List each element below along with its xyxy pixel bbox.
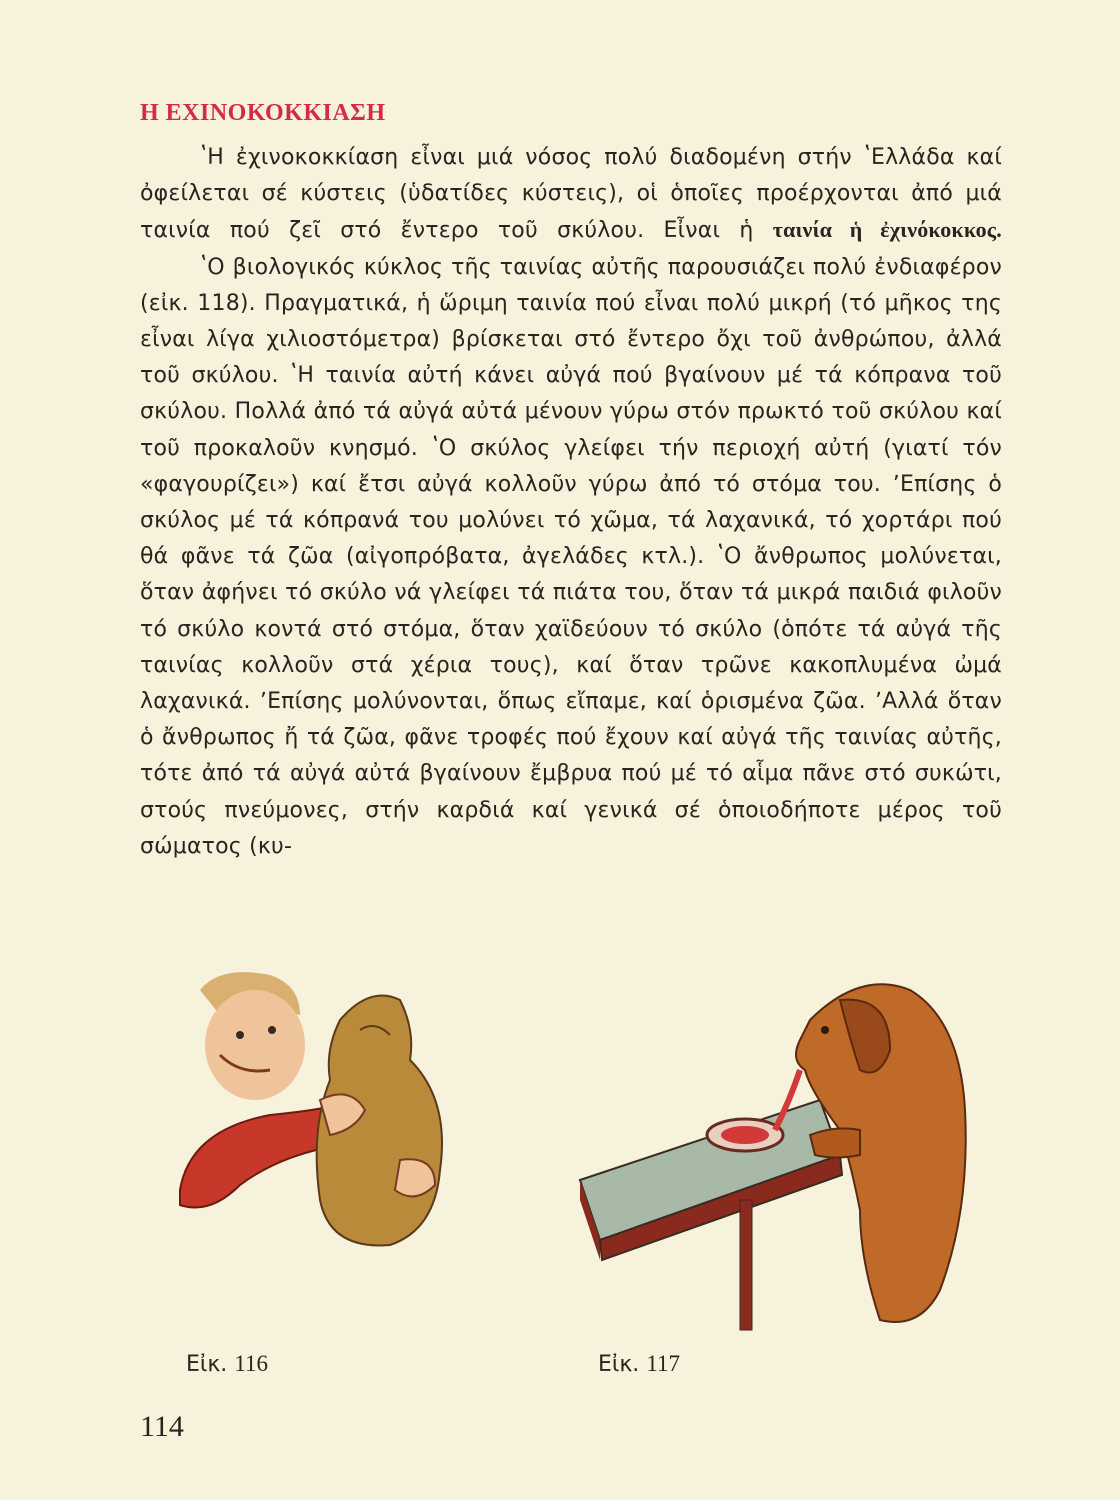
figure-117-illustration xyxy=(560,960,980,1340)
bold-term: ταινία ἡ ἐχινόκοκκος. xyxy=(772,217,1002,243)
caption-prefix: Εἰκ. xyxy=(598,1352,640,1377)
caption-figure-116 xyxy=(186,1351,268,1377)
paragraph-1-text: ʽΗ ἐχινοκοκκίαση εἶναι μιά νόσος πολύ διαδομένη στήν ʽΕλλάδα καί ὀφείλεται σέ κύστεις (ὑδατίδες κύστεις), οἱ ὁποῖες προέρχονται ἀπό μιά ταινία πού ζεῖ στό ἔντερο τοῦ σκύλου. Εἶναι ἡ xyxy=(140,145,1002,244)
caption-number: 116 xyxy=(234,1351,268,1376)
boy-face xyxy=(205,990,305,1100)
caption-prefix: Εἰκ. xyxy=(186,1352,228,1377)
boy-hand-lower xyxy=(395,1159,435,1196)
dog-paw xyxy=(810,1128,860,1157)
page-number: 114 xyxy=(140,1410,184,1443)
paragraph-2: ʽΟ βιολογικός κύκλος τῆς ταινίας αὐτῆς παρουσιάζει πολύ ἐνδιαφέρον (εἰκ. 118). Πραγματικά, ἡ ὥριμη ταινία πού εἶναι πολύ μικρή (τό μῆκος της εἶναι λίγα χιλιοστόμετρα) βρίσκεται στό ἔντερο ὄχι τοῦ ἀνθρώπου, ἀλλά τοῦ σκύλου. ʽΗ ταινία αὐτή κάνει αὐγά πού βγαίνουν μέ τά κόπρανα τοῦ σκύλου. Πολλά ἀπό τά αὐγά αὐτά μένουν γύρω στόν πρωκτό τοῦ σκύλου καί τοῦ προκαλοῦν κνησμό. ʽΟ σκύλος γλείφει τήν περιοχή αὐτή (γιατί τόν «φαγουρίζει») καί ἔτσι αὐγά κολλοῦν γύρω ἀπό τό στόμα του. ʼΕπίσης ὁ σκύλος μέ τά κόπρανά του μολύνει τό χῶμα, τά λαχανικά, τό χορτάρι πού θά φᾶνε τά ζῶα (αἰγοπρόβατα, ἀγελάδες κτλ.). ʽΟ ἄνθρωπος μολύνεται, ὅταν ἀφήνει τό σκύλο νά γλείφει τά πιάτα του, ὅταν τά μικρά παιδιά φιλοῦν τό σκύλο κοντά στό στόμα, ὅταν χαϊδεύουν τό σκύλο (ὁπότε τά αὐγά τῆς ταινίας κολλοῦν στά χέρια τους), καί ὅταν τρῶνε κακοπλυμένα ὠμά λαχανικά. ʼΕπίσης μολύνονται, ὅπως εἴπαμε, καί ὁρισμένα ζῶα. ʼΑλλά ὅταν ὁ ἄνθρωπος ἤ τά ζῶα, φᾶνε τροφές πού ἔχουν καί αὐγά τῆς ταινίας αὐτῆς, τότε ἀπό τά αὐγά αὐτά βγαίνουν ἔμβρυα πού μέ τό αἷμα πᾶνε στό συκώτι, στούς πνεύμονες, στήν καρδιά καί γενικά σέ ὁποιοδήποτε μέρος τοῦ σώματος (κυ- xyxy=(140,254,1002,859)
figure-116-illustration xyxy=(160,960,460,1260)
caption-figure-117 xyxy=(598,1351,680,1377)
table-leg xyxy=(740,1200,752,1330)
paragraph-1 xyxy=(140,140,1002,250)
section-heading: Η ΕΧΙΝΟΚΟΚΚΙΑΣΗ xyxy=(140,100,386,126)
body-text xyxy=(140,140,1002,865)
caption-number: 117 xyxy=(646,1351,680,1376)
